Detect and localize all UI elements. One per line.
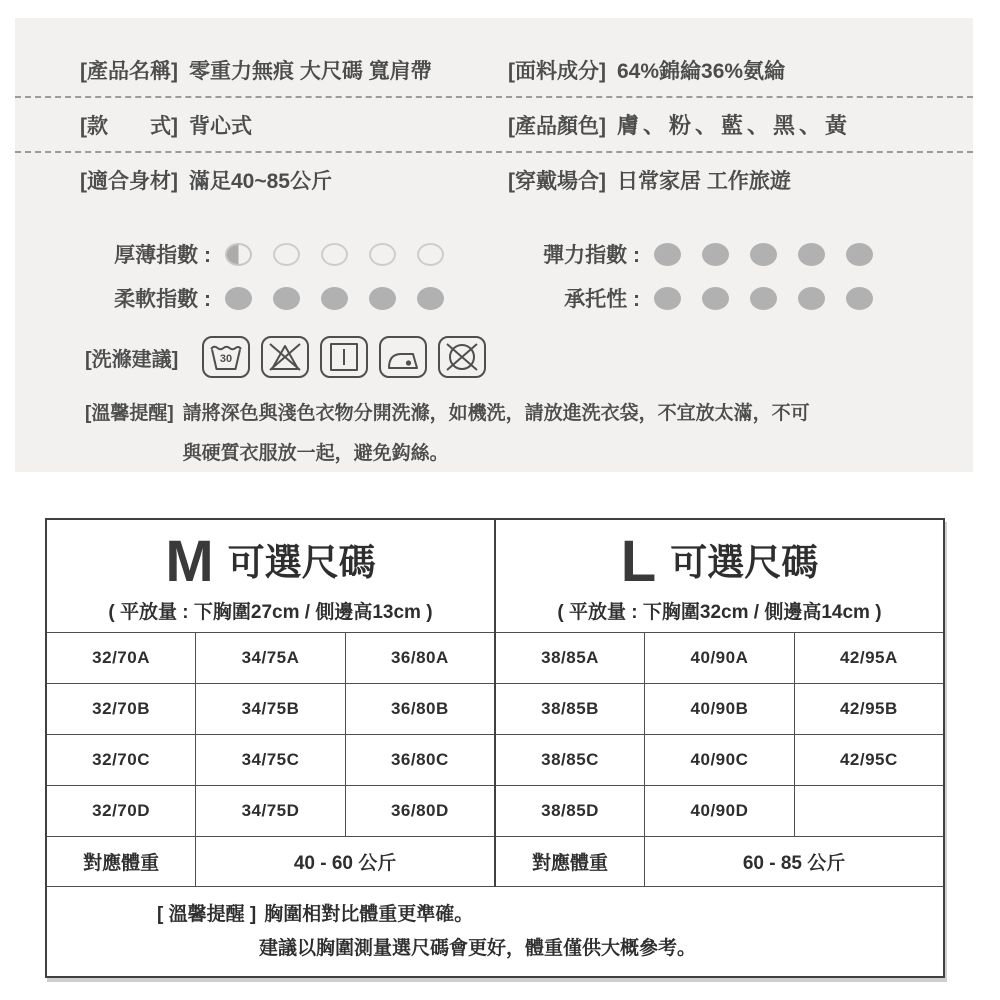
rating-dots xyxy=(654,287,873,310)
spec-value: 64%錦綸36%氨綸 xyxy=(617,59,786,83)
rating-dots xyxy=(654,243,873,266)
rating-dot xyxy=(273,243,300,266)
rating-dot xyxy=(798,287,825,310)
rating-dot xyxy=(846,243,873,266)
footnote-label: [ 溫馨提醒 ] xyxy=(157,903,257,925)
spec-style xyxy=(15,110,494,140)
spec-fabric xyxy=(494,55,973,85)
spec-occasion xyxy=(494,165,973,195)
spec-value: 膚、粉、藍、黑、黃 xyxy=(617,113,852,138)
rating-dot xyxy=(417,287,444,310)
rating-dot xyxy=(702,287,729,310)
rating-dot xyxy=(369,243,396,266)
spec-value: 零重力無痕 大尺碼 寬肩帶 xyxy=(189,59,432,83)
size-cell: 38/85D xyxy=(495,786,645,837)
spec-value: 滿足40~85公斤 xyxy=(189,169,332,193)
notice-label: [溫馨提醒] xyxy=(85,403,174,424)
size-row-a xyxy=(46,633,944,684)
notice-line-1: 請將深色與淺色衣物分開洗滌，如機洗，請放進洗衣袋，不宜放太滿，不可 xyxy=(182,403,810,424)
svg-text:30: 30 xyxy=(220,353,233,365)
size-m-header xyxy=(46,519,495,633)
size-cell: 34/75B xyxy=(196,684,346,735)
size-cell: 40/90B xyxy=(645,684,795,735)
wash-30-icon xyxy=(202,336,250,378)
product-info-panel xyxy=(15,18,973,472)
drip-dry-icon xyxy=(320,336,368,378)
size-l-header xyxy=(495,519,944,633)
size-letter-m: M xyxy=(165,529,214,594)
rating-dot xyxy=(846,287,873,310)
spec-label: [產品名稱] xyxy=(80,59,178,83)
rating-row-1 xyxy=(15,232,973,276)
rating-label: 柔軟指數 : xyxy=(114,288,211,311)
spec-label: [款 式] xyxy=(80,114,178,138)
spec-value: 日常家居 工作旅遊 xyxy=(617,169,791,193)
spec-label: [穿戴場合] xyxy=(508,169,606,193)
wash-care-label: [洗滌建議] xyxy=(85,348,179,371)
size-cell: 32/70C xyxy=(46,735,196,786)
notice-line-2: 與硬質衣服放一起，避免鈎絲。 xyxy=(182,443,449,464)
weight-row xyxy=(46,837,944,887)
size-l-note: ( 平放量 : 下胸圍32cm / 側邊高14cm ) xyxy=(557,602,882,623)
spec-rows xyxy=(15,18,973,206)
size-cell: 42/95B xyxy=(794,684,944,735)
size-cell: 38/85A xyxy=(495,633,645,684)
rating-thickness xyxy=(15,239,494,269)
size-cell: 42/95C xyxy=(794,735,944,786)
weight-label-m: 對應體重 xyxy=(46,837,196,887)
rating-dot xyxy=(654,287,681,310)
rating-dots xyxy=(225,287,444,310)
spec-value: 背心式 xyxy=(189,114,252,138)
size-cell: 40/90D xyxy=(645,786,795,837)
rating-label: 彈力指數 : xyxy=(543,244,640,267)
size-cell: 40/90A xyxy=(645,633,795,684)
size-row-d xyxy=(46,786,944,837)
rating-dot xyxy=(225,243,252,266)
spec-row-2 xyxy=(15,98,973,153)
rating-dot xyxy=(321,287,348,310)
size-title: 可選尺碼 xyxy=(670,542,819,583)
size-row-b xyxy=(46,684,944,735)
size-table-header-row xyxy=(46,519,944,633)
size-cell: 36/80A xyxy=(345,633,495,684)
size-cell: 32/70A xyxy=(46,633,196,684)
rating-dot xyxy=(750,243,777,266)
rating-label: 厚薄指數 : xyxy=(114,244,211,267)
do-not-bleach-icon xyxy=(261,336,309,378)
size-l-title xyxy=(496,528,943,595)
size-cell: 38/85C xyxy=(495,735,645,786)
size-cell: 34/75C xyxy=(196,735,346,786)
rating-dots xyxy=(225,243,444,266)
weight-label-l: 對應體重 xyxy=(495,837,645,887)
rating-elasticity xyxy=(494,239,973,269)
size-cell: 36/80D xyxy=(345,786,495,837)
wash-notice xyxy=(15,394,973,474)
size-cell: 40/90C xyxy=(645,735,795,786)
rating-dot xyxy=(654,243,681,266)
do-not-dry-clean-icon xyxy=(438,336,486,378)
spec-row-1 xyxy=(15,43,973,98)
notice-text xyxy=(183,394,810,474)
footnote-line-1 xyxy=(47,898,943,932)
rating-dot xyxy=(702,243,729,266)
rating-dot xyxy=(321,243,348,266)
rating-row-2 xyxy=(15,276,973,320)
rating-dot xyxy=(417,243,444,266)
size-cell: 34/75D xyxy=(196,786,346,837)
spec-product-name xyxy=(15,55,494,85)
spec-colors xyxy=(494,109,973,140)
size-cell: 42/95A xyxy=(794,633,944,684)
size-cell: 36/80C xyxy=(345,735,495,786)
spec-row-3 xyxy=(15,153,973,206)
rating-dot xyxy=(369,287,396,310)
size-cell: 34/75A xyxy=(196,633,346,684)
rating-dot xyxy=(273,287,300,310)
size-table-footnote-row xyxy=(46,887,944,978)
size-cell: 32/70D xyxy=(46,786,196,837)
rating-label: 承托性 : xyxy=(564,288,640,311)
ratings-block xyxy=(15,232,973,320)
size-cell: 36/80B xyxy=(345,684,495,735)
size-m-title xyxy=(47,528,494,595)
rating-dot xyxy=(750,287,777,310)
size-cell-empty xyxy=(794,786,944,837)
wash-care-row xyxy=(15,336,973,378)
weight-value-m: 40 - 60 公斤 xyxy=(196,837,495,887)
spec-fit xyxy=(15,165,494,195)
rating-dot xyxy=(798,243,825,266)
size-table-footnote xyxy=(46,887,944,978)
size-title: 可選尺碼 xyxy=(227,542,376,583)
size-row-c xyxy=(46,735,944,786)
size-m-note: ( 平放量 : 下胸圍27cm / 側邊高13cm ) xyxy=(108,602,433,623)
size-cell: 38/85B xyxy=(495,684,645,735)
size-letter-l: L xyxy=(620,529,657,594)
rating-support xyxy=(494,283,973,313)
size-table xyxy=(45,518,945,978)
footnote-text: 胸圍相對比體重更準確。 xyxy=(264,903,474,925)
size-cell: 32/70B xyxy=(46,684,196,735)
rating-softness xyxy=(15,283,494,313)
iron-low-heat-icon xyxy=(379,336,427,378)
spec-label: [產品顏色] xyxy=(508,114,606,138)
footnote-line-2: 建議以胸圍測量選尺碼會更好，體重僅供大概參考。 xyxy=(259,937,697,959)
spec-label: [面料成分] xyxy=(508,59,606,83)
rating-dot xyxy=(225,287,252,310)
weight-value-l: 60 - 85 公斤 xyxy=(645,837,944,887)
spec-label: [適合身材] xyxy=(80,169,178,193)
